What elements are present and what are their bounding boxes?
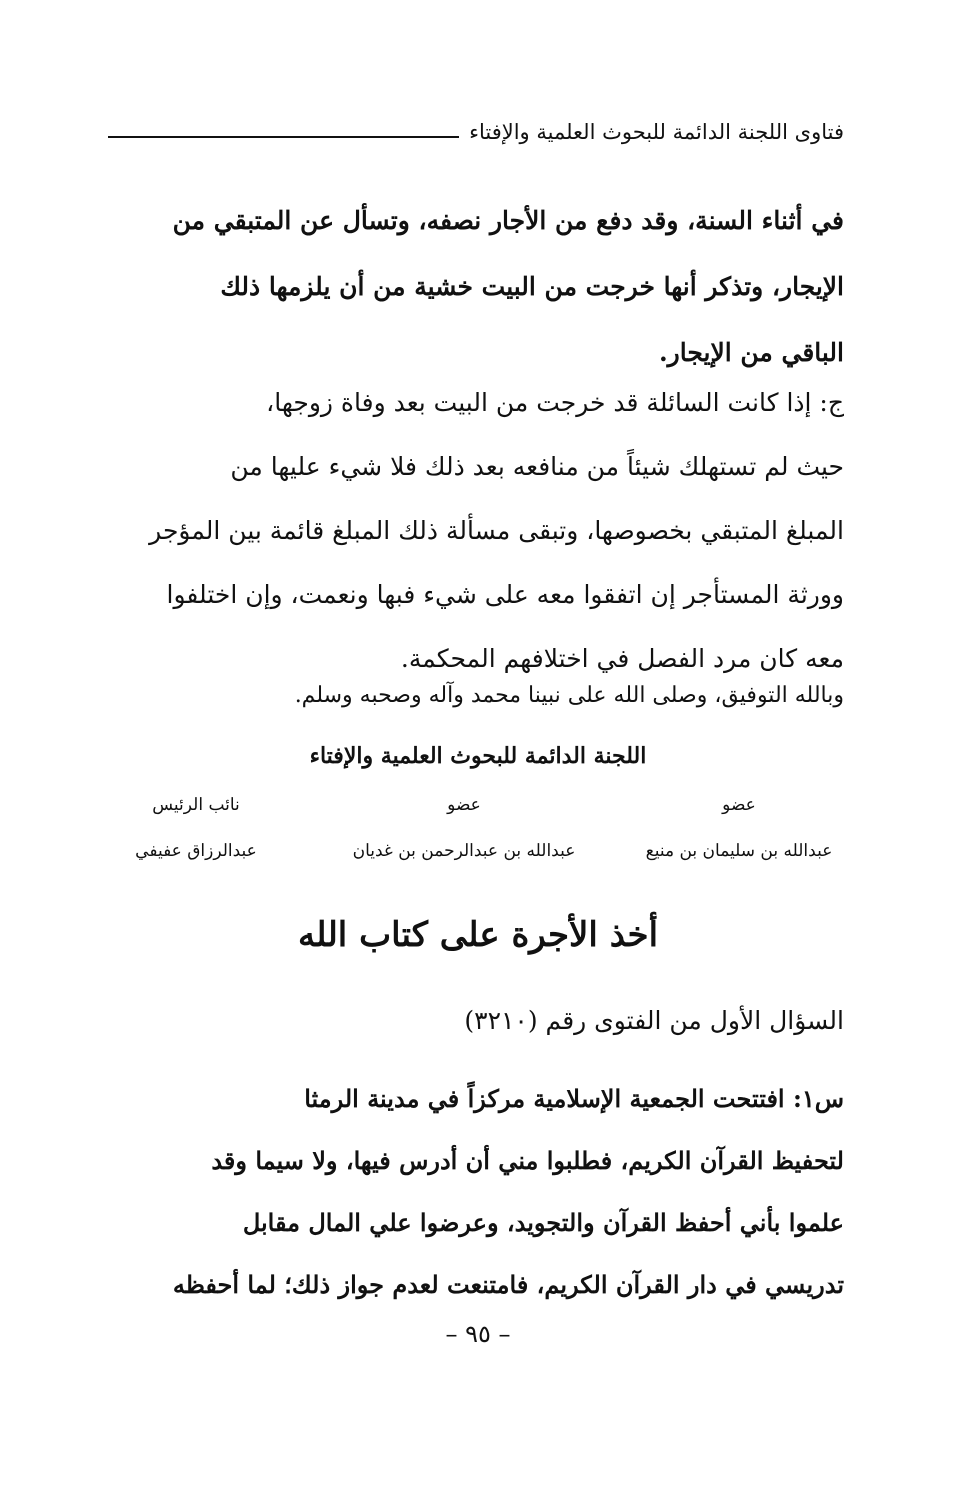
- question-line: علموا بأني أحفظ القرآن والتجويد، وعرضوا علي المال مقابل: [242, 1208, 844, 1237]
- signatory: [108, 792, 284, 864]
- answer-line: معه كان مرد الفصل في اختلافهم المحكمة.: [400, 644, 844, 673]
- signatory-name: عبدالله بن عبدالرحمن بن غديان: [352, 841, 576, 861]
- question-paragraph: [124, 1068, 844, 1316]
- signatory: [634, 792, 844, 864]
- signatory-role: عضو: [722, 795, 756, 815]
- signatory-role: نائب الرئيس: [152, 795, 240, 815]
- closing-prayer: [224, 676, 844, 716]
- header-title: فتاوى اللجنة الدائمة للبحوث العلمية والإفتاء: [469, 120, 844, 144]
- header-rule: [108, 136, 459, 138]
- signatory-name: عبدالله بن سليمان بن منيع: [645, 841, 833, 861]
- question-line: تدريسي في دار القرآن الكريم، فامتنعت لعدم جواز ذلك؛ لما أحفظه: [172, 1270, 844, 1299]
- signatory: [334, 792, 594, 864]
- answer-line: المبلغ المتبقي بخصوصها، وتبقى مسألة ذلك المبلغ قائمة بين المؤجر: [149, 516, 844, 545]
- answer-line: وورثة المستأجر إن اتفقوا معه على شيء فبها ونعمت، وإن اختلفوا: [166, 580, 844, 609]
- page-number: – ٩٥ –: [445, 1320, 511, 1348]
- signatories: [108, 792, 844, 882]
- section-title: أخذ الأجرة على كتاب الله: [297, 915, 659, 955]
- signatory-name: عبدالرزاق عفيفي: [135, 841, 257, 861]
- question-continuation: [124, 188, 844, 386]
- fatwa-reference: السؤال الأول من الفتوى رقم (٣٢١٠): [464, 1006, 844, 1035]
- answer-paragraph: [124, 371, 844, 691]
- signatory-role: عضو: [447, 795, 481, 815]
- question-line: لتحفيظ القرآن الكريم، فطلبوا مني أن أدرس فيها، ولا سيما وقد: [211, 1146, 844, 1175]
- closing-line: وبالله التوفيق، وصلى الله على نبينا محمد وآله وصحبه وسلم.: [294, 683, 844, 708]
- committee-name: اللجنة الدائمة للبحوث العلمية والإفتاء: [309, 743, 647, 769]
- question-line: س١: افتتحت الجمعية الإسلامية مركزاً في مدينة الرمثا: [304, 1084, 844, 1113]
- question-line: الإيجار، وتذكر أنها خرجت من البيت خشية من أن يلزمها ذلك: [220, 272, 844, 301]
- answer-line: ج: إذا كانت السائلة قد خرجت من البيت بعد وفاة زوجها،: [266, 388, 844, 417]
- question-line: في أثناء السنة، وقد دفع من الأجار نصفه، وتسأل عن المتبقي من: [172, 206, 844, 235]
- question-line: الباقي من الإيجار.: [658, 338, 844, 367]
- running-header: [108, 112, 844, 152]
- answer-line: حيث لم تستهلك شيئاً من منافعه بعد ذلك فلا شيء عليها من: [230, 452, 844, 481]
